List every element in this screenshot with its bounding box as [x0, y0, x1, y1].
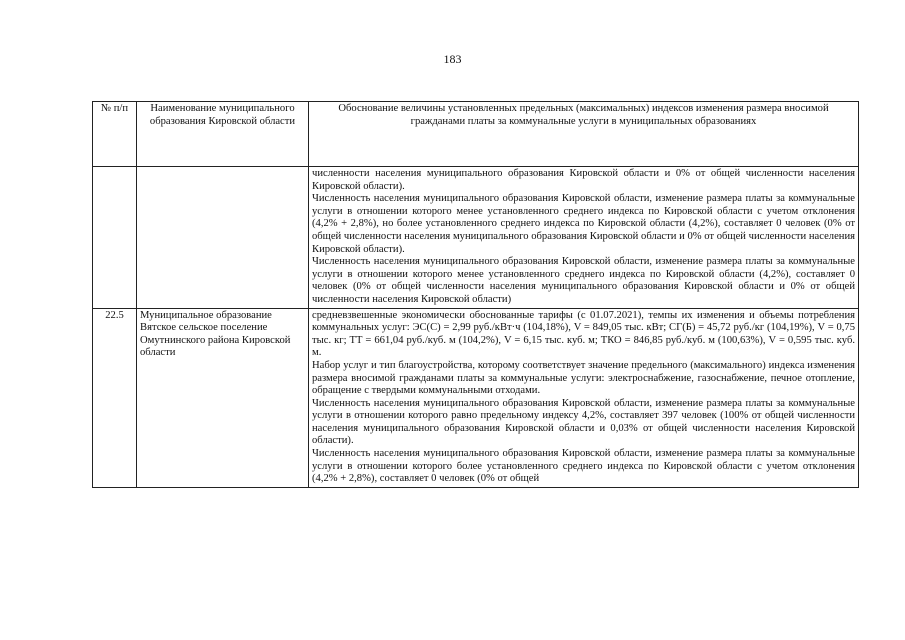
basis-paragraph: численности населения муниципального образования Кировской области и 0% от общей численности населения Кировской области). [312, 168, 855, 192]
row-number [93, 167, 137, 309]
row-municipality-name [137, 167, 309, 309]
basis-paragraph: Численность населения муниципального образования Кировской области, изменение размера платы за коммунальные услуги в отношении которого более установленного среднего индекса по Кировской области с учетом отклонения (4,2% + 2,8%), составляет 0 человек (0% от общей [312, 448, 855, 485]
page-number: 183 [443, 52, 462, 66]
basis-paragraph: средневзвешенные экономически обоснованные тарифы (с 01.07.2021), темпы их изменения и объемы потребления коммунальных услуг: ЭС(С) = 2,99 руб./кВт·ч (104,18%), V = 849,05 тыс. кВт; СГ(Б) = 45,72 руб./кг (104,19%), V = 0,75 тыс. кг; ТТ = 661,04 руб./куб. м (104,2%), V = 6,15 тыс. куб. м; ТКО = 846,85 руб./куб. м (100,63%), V = 0,595 тыс. куб. м. [312, 309, 855, 359]
row-municipality-name: Муниципальное образование Вятское сельское поселение Омутнинского района Кировской области [137, 308, 309, 487]
row-basis [309, 167, 859, 309]
table-header-row [93, 102, 859, 167]
basis-paragraph: Численность населения муниципального образования Кировской области, изменение размера платы за коммунальные услуги в отношении которого менее установленного среднего индекса по Кировской области с учетом отклонения (4,2% + 2,8%), но более установленного среднего индекса по Кировской области (4,2%), составляет 0 человек (0% от общей численности населения муниципального образования Кировской области и 0% от общей численности населения Кировской области). [312, 193, 855, 255]
municipal-index-table [92, 101, 859, 488]
header-municipality-name: Наименование муниципального образования Кировской области [137, 102, 309, 167]
basis-paragraph: Набор услуг и тип благоустройства, которому соответствует значение предельного (максимального) индекса изменения размера вносимой гражданами платы за коммунальные услуги: электроснабжение, газоснабжение, печное отопление, обращение с твердыми коммунальными отходами. [312, 359, 855, 397]
table-row [93, 308, 859, 487]
row-basis [309, 308, 859, 487]
basis-paragraph: Численность населения муниципального образования Кировской области, изменение размера платы за коммунальные услуги в отношении которого равно предельному индексу 4,2%, составляет 397 человек (100% от общей численности населения муниципального образования Кировской области и 0,03% от общей численности населения Кировской области). [312, 397, 855, 447]
basis-paragraph: Численность населения муниципального образования Кировской области, изменение размера платы за коммунальные услуги в отношении которого менее установленного среднего индекса по Кировской области (4,2%), составляет 0 человек (0% от общей численности населения муниципального образования Кировской области и 0% от общей численности населения Кировской области) [312, 256, 855, 305]
header-number: № п/п [93, 102, 137, 167]
table-row [93, 167, 859, 309]
row-number: 22.5 [93, 308, 137, 487]
header-basis: Обоснование величины установленных предельных (максимальных) индексов изменения размера вносимой гражданами платы за коммунальные услуги в муниципальных образованиях [309, 102, 859, 167]
